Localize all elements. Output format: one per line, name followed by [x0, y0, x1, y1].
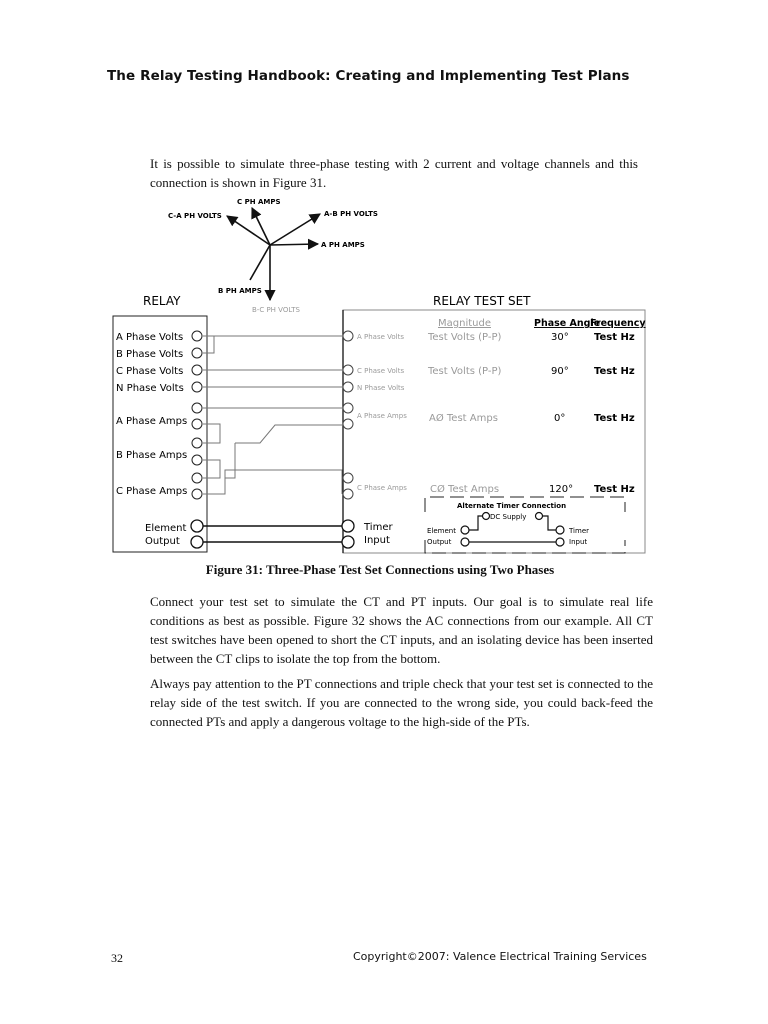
relay-element-label: Element: [145, 523, 187, 534]
warning-paragraph: Always pay attention to the PT connections and triple check that your test set is connected to the relay side of the test switch. If you are connected to the wrong side, you could back-feed the connected PTs and apply a dangerous voltage to the high-side of the PTs.: [150, 676, 653, 729]
ts-terminal-a-volts: A Phase Volts: [357, 333, 405, 341]
alt-timer-title: Alternate Timer Connection: [457, 502, 567, 510]
relay-output-label: Output: [145, 536, 180, 547]
ts-terminal-n-volts: N Phase Volts: [357, 384, 405, 392]
row3-magnitude: AØ Test Amps: [429, 413, 498, 424]
row1-magnitude: Test Volts (P-P): [428, 332, 502, 343]
row4-magnitude: CØ Test Amps: [430, 484, 500, 495]
wiring: [203, 336, 342, 494]
test-set-rows: [427, 332, 635, 495]
relay-label-c-volts: C Phase Volts: [116, 366, 184, 377]
test-set-terminal-labels: [357, 333, 407, 492]
row2-frequency: Test Hz: [594, 366, 635, 377]
c-ph-amps-label: C PH AMPS: [237, 198, 281, 206]
relay-label-b-amps: B Phase Amps: [116, 450, 188, 461]
relay-label-a-amps: A Phase Amps: [116, 416, 188, 427]
ts-terminal-c-volts: C Phase Volts: [357, 367, 405, 375]
output-wiring: [203, 526, 342, 542]
alt-input-label: Input: [569, 538, 588, 546]
row1-phase: 30°: [551, 332, 569, 343]
connection-paragraph: Connect your test set to simulate the CT and PT inputs. Our goal is to simulate real life conditions as best as possible. Figure 32 shows the AC connections from our example. All CT test switches have been opened to short the CT inputs, and an isolating device has been inserted between the CT clips to isolate the top from the bottom.: [150, 594, 653, 666]
relay-terminal-labels: [116, 332, 187, 547]
a-ph-amps-label: A PH AMPS: [321, 241, 365, 249]
b-amps-vector: [250, 245, 270, 280]
ts-terminal-c-amps: C Phase Amps: [357, 484, 407, 492]
alt-output-label: Output: [427, 538, 452, 546]
row4-frequency: Test Hz: [594, 484, 635, 495]
relay-terminals: [192, 331, 202, 499]
ab-volts-vector: [270, 214, 320, 245]
footer-copyright: Copyright©2007: Valence Electrical Training Services: [353, 950, 647, 963]
page-number: 32: [111, 951, 123, 965]
relay-label-b-volts: B Phase Volts: [116, 349, 184, 360]
col-phase-angle: Phase Angle: [534, 318, 601, 329]
test-set-terminals: [343, 331, 353, 499]
dc-supply-label: DC Supply: [490, 513, 527, 521]
row3-phase: 0°: [554, 413, 566, 424]
test-set-timer-terminals: [342, 520, 354, 548]
b-ph-amps-label: B PH AMPS: [218, 287, 262, 295]
ab-ph-volts-label: A-B PH VOLTS: [324, 210, 378, 218]
ca-ph-volts-label: C-A PH VOLTS: [168, 212, 222, 220]
bc-ph-volts-label: B-C PH VOLTS: [252, 306, 300, 314]
intro-paragraph: It is possible to simulate three-phase testing with 2 current and voltage channels and this connection is shown in Figure 31.: [150, 156, 638, 190]
col-frequency: Frequency: [590, 318, 646, 329]
ts-terminal-a-amps: A Phase Amps: [357, 412, 407, 420]
relay-label-a-volts: A Phase Volts: [116, 332, 184, 343]
row2-magnitude: Test Volts (P-P): [428, 366, 502, 377]
timer-label: Timer: [364, 522, 393, 533]
row4-phase: 120°: [549, 484, 574, 495]
relay-output-terminals: [191, 520, 203, 548]
row3-frequency: Test Hz: [594, 413, 635, 424]
relay-label-c-amps: C Phase Amps: [116, 486, 188, 497]
input-label: Input: [364, 535, 390, 546]
relay-title: RELAY: [143, 294, 181, 308]
test-set-title: RELAY TEST SET: [433, 294, 531, 308]
figure-caption: [0, 562, 768, 578]
row2-phase: 90°: [551, 366, 569, 377]
col-magnitude: Magnitude: [438, 318, 491, 329]
page-header: The Relay Testing Handbook: Creating and Implementing Test Plans: [107, 68, 630, 84]
relay-label-n-volts: N Phase Volts: [116, 383, 184, 394]
a-amps-vector: [270, 244, 318, 245]
alt-timer-label: Timer: [569, 527, 590, 535]
alt-element-label: Element: [427, 527, 456, 535]
figure-caption-text: Figure 31: Three-Phase Test Set Connections using Two Phases: [205, 562, 555, 577]
row1-frequency: Test Hz: [594, 332, 635, 343]
